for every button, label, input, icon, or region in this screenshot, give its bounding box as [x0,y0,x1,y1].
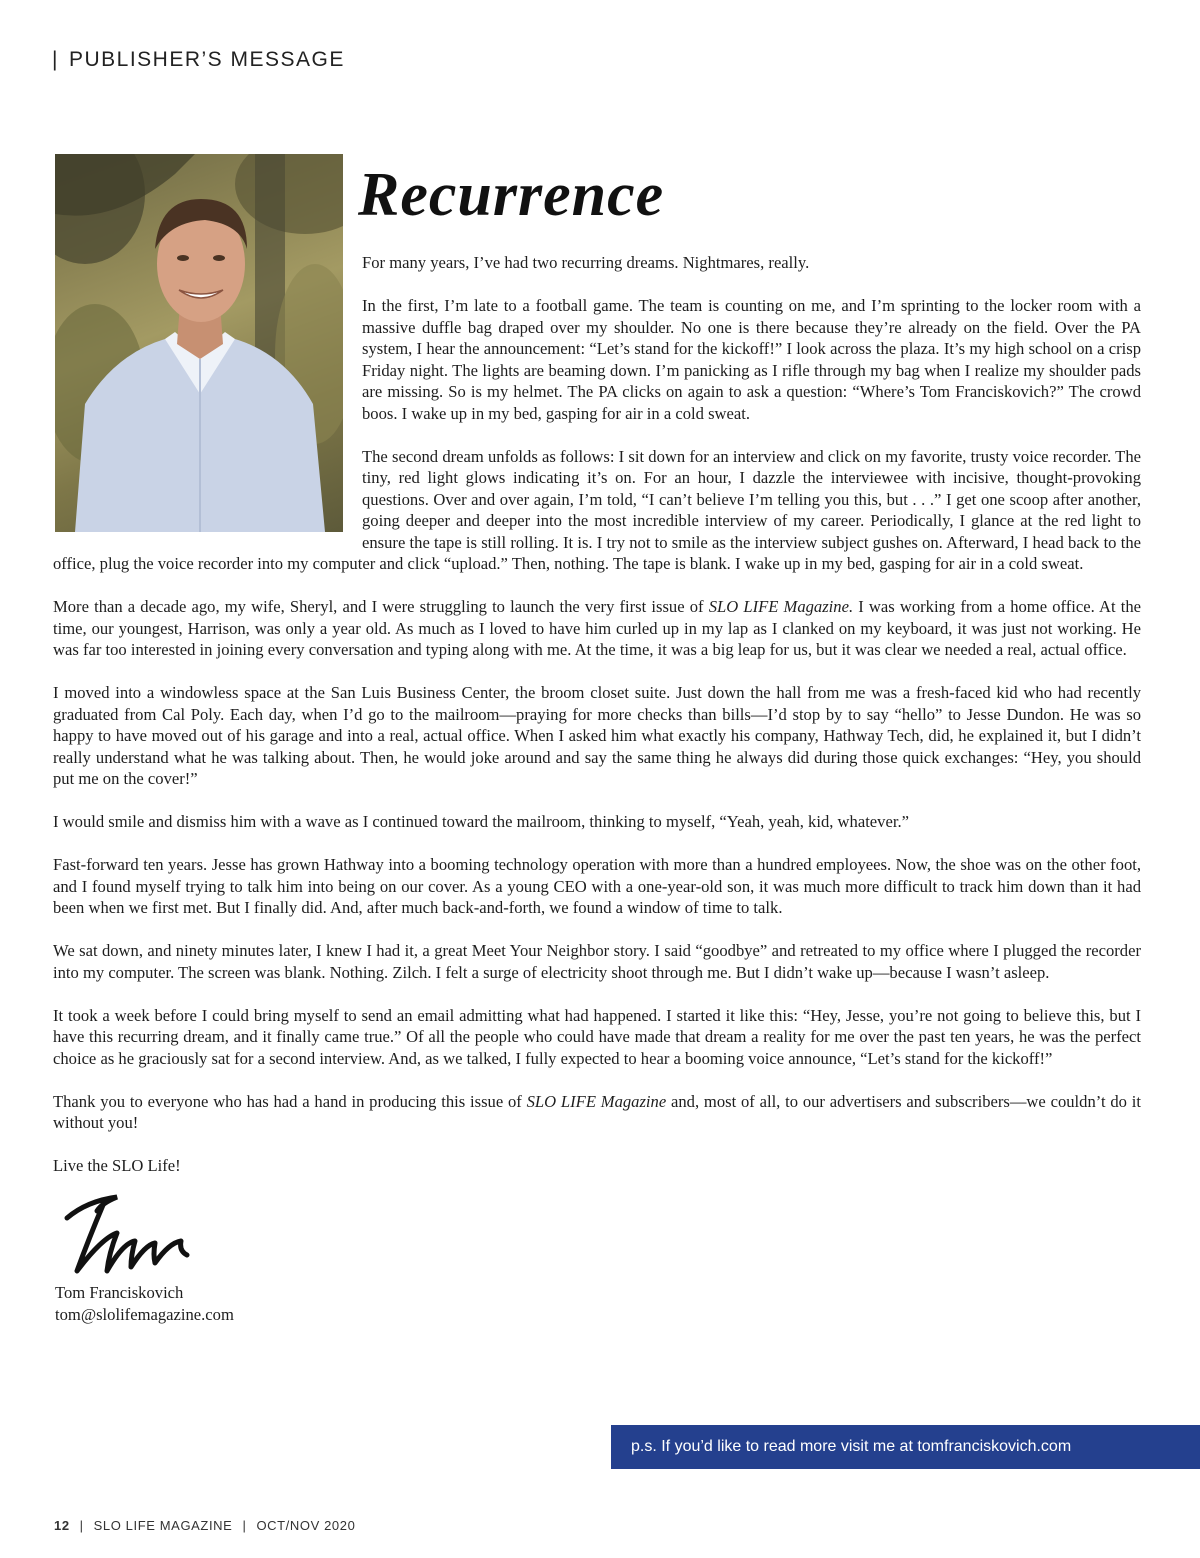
signature [57,1183,207,1283]
page-number: 12 [54,1518,70,1533]
section-label-text: PUBLISHER’S MESSAGE [68,48,345,71]
footer-magazine: SLO LIFE MAGAZINE [93,1518,233,1533]
paragraph-business-center: I moved into a windowless space at the San Luis Business Center, the broom closet suite. Just down the hall from me was a fresh-faced kid who had recently graduated from Cal Poly. Each day, when I’d go to the mailroom—praying for more checks than bills—I’d stop by to say “hello” to Jesse Dundon. He was so happy to have moved out of his garage and into a real, actual office. When I asked him what exactly his company, Hathway Tech, did, he explained it, but I didn’t really understand what he was talking about. Then, he would joke around and say the same thing he always did during those quick exchanges: “Hey, you should put me on the cover!” [53,683,1141,788]
signer-email: tom@slolifemagazine.com [55,1304,234,1324]
closing-line: Live the SLO Life! [53,1156,181,1175]
paragraph-interview: We sat down, and ninety minutes later, I knew I had it, a great Meet Your Neighbor story. I said “goodbye” and retreated to my office where I plugged the recorder into my computer. The screen was blank. Nothing. Zilch. I felt a surge of electricity shoot through me. But I didn’t wake up—because I wasn’t asleep. [53,941,1141,982]
paragraph-launch [53,596,1141,661]
article-title: Recurrence [358,161,665,229]
paragraph-smile: I would smile and dismiss him with a wave as I continued toward the mailroom, thinking to myself, “Yeah, yeah, kid, whatever.” [53,812,909,831]
paragraph-fast-forward: Fast-forward ten years. Jesse has grown Hathway into a booming technology operation with more than a hundred employees. Now, the shoe was on the other foot, and I found myself trying to talk him into being on our cover. As a young CEO with a one-year-old son, it was much more difficult to track him down than it had been when we first met. But I finally did. And, after much back-and-forth, we found a window of time to talk. [53,855,1141,917]
signer-block [55,1282,1141,1325]
paragraph-second-dream: The second dream unfolds as follows: I sit down for an interview and click on my favorite, trusty voice recorder. The tiny, red light glows indicating it’s on. For an hour, I dazzle the interviewee with incisive, thought-provoking questions. Over and over again, I’m told, “I can’t believe I’m telling you this, but . . .” I get one scoop after another, going deeper and deeper into the most incredible interview of my career. Periodically, I glance at the red light to ensure the tape is still rolling. It is. I try not to smile as the interview subject gushes on. Afterward, I head back to the office, plug the voice recorder into my computer and click “upload.” Then, nothing. The tape is blank. I wake up in my bed, gasping for air in a cold sweat. [53,446,1141,573]
article-body [53,252,1141,1325]
page-footer [54,1518,355,1533]
ps-banner [611,1425,1200,1469]
footer-divider: | [79,1518,84,1533]
magazine-name: SLO LIFE Magazine [526,1091,667,1111]
section-label [52,48,345,72]
paragraph-email: It took a week before I could bring myself to send an email admitting what had happened. I started it like this: “Hey, Jesse, you’re not going to believe this, but I have this recurring dream, and it finally came true.” Of all the people who could have made that dream a reality for me over the past ten years, he was the perfect choice as he graciously sat for a second interview. And, as we talked, I fully expected to hear a booming voice announce, “Let’s stand for the kickoff!” [53,1005,1141,1068]
paragraph-thanks [53,1091,1141,1134]
magazine-name: SLO LIFE Magazine. [708,597,854,616]
signer-name: Tom Franciskovich [55,1283,184,1302]
paragraph-first-dream: In the first, I’m late to a football game. The team is counting on me, and I’m sprinting to the locker room with a massive duffle bag draped over my shoulder. No one is there because they’re already on the field. Over the PA system, I hear the announcement: “Let’s stand for the kickoff!” I look across the plaza. It’s my high school on a crisp Friday night. The lights are beaming down. I’m panicking as I rifle through my bag when I realize my shoulder pads are missing. So is my helmet. The PA clicks on again to ask a question: “Where’s Tom Franciskovich?” The crowd boos. I wake up in my bed, gasping for air in a cold sweat. [362,296,1141,423]
paragraph-thanks-a: Thank you to everyone who has had a hand in producing this issue of [53,1091,527,1111]
section-divider: | [52,48,59,71]
footer-divider: | [242,1518,247,1533]
paragraph-thanks-b: and, most of all, to our advertisers and subscribers—we couldn’t do it without you! [53,1091,1141,1132]
footer-issue: OCT/NOV 2020 [256,1518,356,1533]
paragraph-launch-a: More than a decade ago, my wife, Sheryl, and I were struggling to launch the very first issue of [53,597,709,616]
paragraph-launch-b: I was working from a home office. At the time, our youngest, Harrison, was only a year old. As much as I loved to have him curled up in my lap as I clanked on my keyboard, it was just not working. He was far too interested in joining every conversation and typing along with me. At the time, it was a big leap for us, but it was clear we needed a real, actual office. [53,597,1141,659]
photo-text-wrap [53,252,362,538]
ps-text: p.s. If you’d like to read more visit me at tomfranciskovich.com [631,1438,1072,1455]
paragraph-intro: For many years, I’ve had two recurring dreams. Nightmares, really. [362,253,810,272]
